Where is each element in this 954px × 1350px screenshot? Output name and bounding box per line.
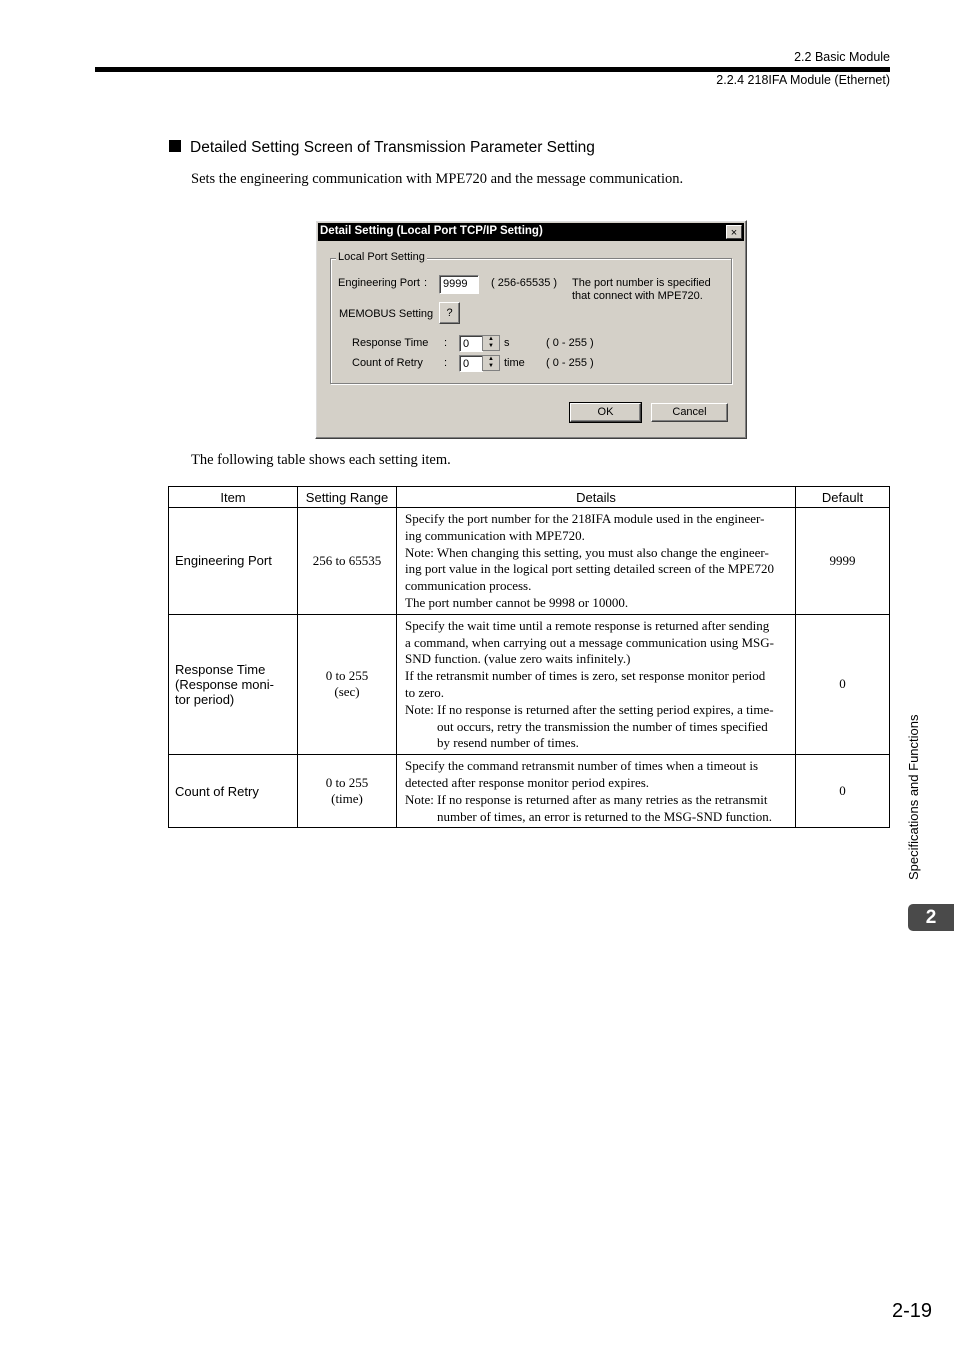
count-of-retry-input[interactable]: 0 <box>459 355 483 372</box>
intro-text: Sets the engineering communication with MPE720 and the message communication. <box>191 171 684 187</box>
table-row <box>169 614 890 754</box>
engineering-port-note-1: The port number is specified <box>572 277 711 289</box>
settings-table <box>168 486 890 828</box>
engineering-port-range: ( 256-65535 ) <box>491 277 558 289</box>
item-cell <box>169 614 298 754</box>
engineering-port-input[interactable]: 9999 <box>439 275 479 294</box>
range-line: (time) <box>331 791 363 807</box>
default-cell: 0 <box>796 614 890 754</box>
page-number: 2-19 <box>891 1300 932 1322</box>
response-time-label: Response Time <box>352 337 429 349</box>
group-label: Local Port Setting <box>338 251 425 263</box>
dialog-title: Detail Setting (Local Port TCP/IP Setting) <box>320 225 543 237</box>
detail-setting-dialog <box>315 220 747 439</box>
count-of-retry-range: ( 0 - 255 ) <box>546 357 594 369</box>
details-line: Specify the port number for the 218IFA module used in the engineer- <box>405 511 765 526</box>
ok-button[interactable]: OK <box>570 403 641 422</box>
details-line: Note: If no response is returned after as many retries as the retransmit <box>405 791 768 807</box>
details-cell <box>397 755 796 828</box>
details-line: out occurs, retry the transmission the number of times specified <box>437 718 768 734</box>
close-icon[interactable]: × <box>726 225 742 239</box>
colon: : <box>444 357 448 369</box>
response-time-unit: s <box>504 337 510 349</box>
default-cell: 0 <box>796 755 890 828</box>
item-line: tor period) <box>175 691 235 707</box>
range-line: (sec) <box>334 684 360 700</box>
range-cell: 256 to 65535 <box>298 508 397 615</box>
range-line: 0 to 255 <box>325 668 369 684</box>
range-cell <box>298 755 397 828</box>
chapter-side-label: Specifications and Functions <box>906 714 921 880</box>
range-cell <box>298 614 397 754</box>
default-cell: 9999 <box>796 508 890 615</box>
table-row <box>169 508 890 615</box>
response-time-spinner[interactable]: ▲ ▼ <box>482 335 500 351</box>
column-header: Details <box>397 487 796 508</box>
count-of-retry-label: Count of Retry <box>352 357 423 369</box>
count-of-retry-unit: time <box>504 357 525 369</box>
dialog-title-bar <box>318 223 744 241</box>
range-line: 0 to 255 <box>325 775 369 791</box>
table-intro: The following table shows each setting item. <box>191 452 451 468</box>
count-of-retry-spinner[interactable]: ▲ ▼ <box>482 355 500 371</box>
header-section: 2.2 Basic Module <box>794 50 890 64</box>
colon: : <box>424 277 428 289</box>
details-line: number of times, an error is returned to the MSG-SND function. <box>437 808 773 824</box>
table-header-row <box>169 487 890 508</box>
section-title: Detailed Setting Screen of Transmission Parameter Setting <box>190 139 595 156</box>
details-line: detected after response monitor period expires. <box>405 774 650 790</box>
details-line: ing port value in the logical port setting detailed screen of the MPE720 <box>405 561 774 577</box>
engineering-port-note-2: that connect with MPE720. <box>572 290 703 302</box>
response-time-input[interactable]: 0 <box>459 335 483 352</box>
item-line: (Response moni- <box>175 676 274 692</box>
details-line: SND function. (value zero waits infinitely.) <box>405 651 631 667</box>
details-line: Note: When changing this setting, you must also change the engineer- <box>405 544 769 560</box>
chapter-tab: 2 <box>908 904 954 931</box>
details-line: If the retransmit number of times is zero, set response monitor period <box>405 668 766 684</box>
item-line: Response Time <box>175 661 266 677</box>
details-line: Specify the wait time until a remote response is returned after sending <box>405 617 770 633</box>
details-line: a command, when carrying out a message communication using MSG- <box>405 634 774 650</box>
details-cell <box>397 508 796 615</box>
table-row <box>169 755 890 828</box>
header-rule <box>95 67 890 72</box>
column-header: Default <box>796 487 890 508</box>
item-cell: Count of Retry <box>169 755 298 828</box>
details-line: to zero. <box>405 684 444 700</box>
details-line: The port number cannot be 9998 or 10000. <box>405 594 629 610</box>
details-line: ing communication with MPE720. <box>405 527 585 543</box>
engineering-port-label: Engineering Port <box>338 277 420 289</box>
memobus-help-button[interactable]: ? <box>439 302 460 324</box>
memobus-setting-label: MEMOBUS Setting <box>339 308 434 320</box>
details-line: communication process. <box>405 578 532 594</box>
details-line: by resend number of times. <box>437 735 579 751</box>
column-header: Item <box>169 487 298 508</box>
cancel-button[interactable]: Cancel <box>651 403 728 422</box>
header-subsection: 2.2.4 218IFA Module (Ethernet) <box>716 73 890 87</box>
response-time-range: ( 0 - 255 ) <box>546 337 594 349</box>
column-header: Setting Range <box>298 487 397 508</box>
square-bullet-icon <box>169 140 181 152</box>
item-cell: Engineering Port <box>169 508 298 615</box>
colon: : <box>444 337 448 349</box>
details-line: Specify the command retransmit number of times when a timeout is <box>405 758 759 774</box>
details-cell <box>397 614 796 754</box>
details-line: Note: If no response is returned after the setting period expires, a time- <box>405 701 774 717</box>
